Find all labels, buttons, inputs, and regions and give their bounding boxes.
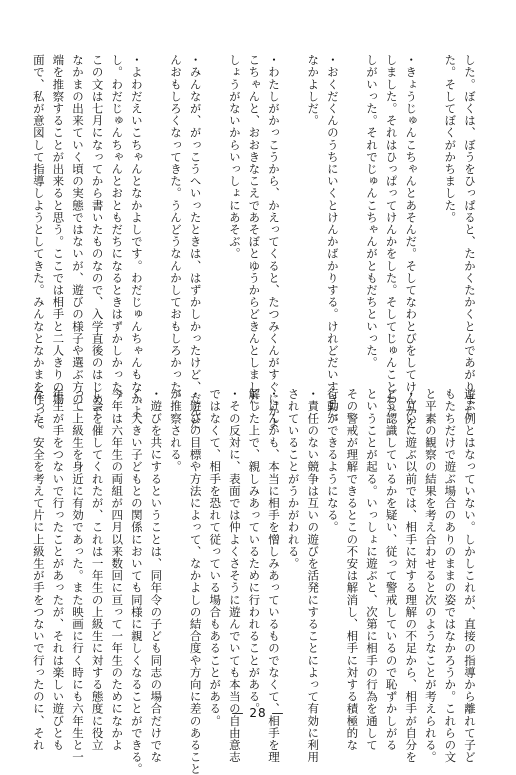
- text-line: なかまの出来ていく頃の実態ではないが、遊びの様子や選ぶ方の一: [71, 54, 85, 417]
- text-line: し。わだじゅんちゃんとおともだちになるときはずかしかった。: [110, 54, 125, 405]
- text-line: んおもしろくなってきた。うんどうなんかしておもしろかった。: [169, 54, 183, 405]
- text-line: した。ぼくは、ぼうをひっぱると、たかくたかくとんであがりまし: [463, 54, 477, 417]
- text-line: 解した上で、親しみあっているために行われることがある。: [247, 388, 262, 715]
- text-line: ・けんかも、本当に相手を憎しみあっているものでなくて、相手を理: [267, 388, 281, 764]
- text-line: この文は七月になってから書いたものなので、入学直後のはじめて: [90, 54, 105, 417]
- text-line: しょうがないからいっしょにあそぶ。: [227, 54, 242, 260]
- text-line: ・きょうじゅんこちゃんとあそんだ。そしてなわとびをしてけんかを: [404, 54, 419, 430]
- text-line: し会を催してくれたが、これは一年生の上級生に対する態度に役立: [90, 388, 105, 751]
- page-number: — 28 —: [231, 706, 285, 720]
- text-line: ではなくて、相手を恐れて従っている場合もあることがある。: [208, 388, 223, 727]
- text-line: た。そしてぼくがかちました。: [443, 54, 458, 224]
- text-line: なかよしだ。: [306, 54, 321, 127]
- text-line: が推察される。: [169, 388, 183, 473]
- text-line: 端を推察することが出来ると思う。ここでは相手と二人きりの場: [51, 54, 66, 405]
- text-line: ・よわだえいこちゃんとなかよしです。わだじゅんちゃんもなかよ: [129, 54, 144, 417]
- text-line: もたちだけで遊ぶ場合のありのままの姿ではなかろうか。これらの文: [443, 388, 458, 764]
- text-line: どう認識しているかを疑い、従って警戒しているので恥ずかしがる: [384, 388, 399, 751]
- text-line: なった。安全を考えて片に上級生が手をつないで行ったのに、それ: [31, 388, 46, 751]
- text-line: 面で、私が意図して指導しようとしてきた。みんなとなかまを作って: [31, 54, 46, 430]
- text-line: ということが起る。いっしょに遊ぶと、次第に相手の行為を通して: [365, 388, 379, 751]
- text-line: 行動ができるようになる。: [325, 388, 340, 534]
- text-line: ・おくだくんのうちにいくとけんかばかりする。けれどだいすきだ。: [325, 54, 340, 430]
- text-line: ・互いに遊ぶ以前では、相手に対する理解の不足から、相手が自分を: [404, 388, 419, 764]
- text-line: ・その反対に、表面では仲よくさそうに遊んでいても本当の自由意志: [227, 388, 242, 764]
- text-line: されていることがうかがわれる。: [286, 388, 301, 570]
- text-line: 今年は六年生の両組が四月以来数回に亘って一年生のためになかよ: [110, 388, 125, 751]
- text-line: ・責任のない競争は互いの遊びを活発にすることによって有効に利用: [306, 388, 321, 764]
- text-line: ・わたしがかっこうから、かえってくると、たつみくんがすぐにかよ: [267, 54, 281, 430]
- text-line: ・みんなが、がっこうへいったときは、はずかしかったけど、だんだ: [188, 54, 203, 430]
- text-line: 遊ぶ例とはなっていない。しかしこれが、直接の指導から離れて子ど: [463, 388, 477, 764]
- text-line: ・遊びの目標や方法によって、なかよしの結合度や方向に差のあること: [188, 388, 203, 775]
- text-line: しがいった。それでじゅんこちゃんがともだちといった。: [365, 54, 379, 369]
- text-line: く、大きい子どもとの関係においても同様に親しくなることができる。: [129, 388, 144, 775]
- text-line: 年生が手をつないで行ったことがあったが、それは楽しい遊びとも: [51, 388, 66, 751]
- text-line: しました。それはひっぱってけんかをした。そしてじゅんことわた: [384, 54, 399, 417]
- text-line: と平素の観察の結果を考え合わせると次のようなことが考えられる。: [423, 388, 438, 764]
- text-line: その警戒が理解できるとこの不安は解消し、相手に対する積極的な: [345, 388, 360, 751]
- text-line: って上級生を身近に有効であった。また映画に行く時にも六年生と一: [71, 388, 85, 764]
- text-line: こちゃんと、おおきなこえであそぼとゆうからどきんとしました。: [247, 54, 262, 417]
- text-line: ・遊びを共にするということは、同年令の子ども同志の場合だけでな: [149, 388, 164, 764]
